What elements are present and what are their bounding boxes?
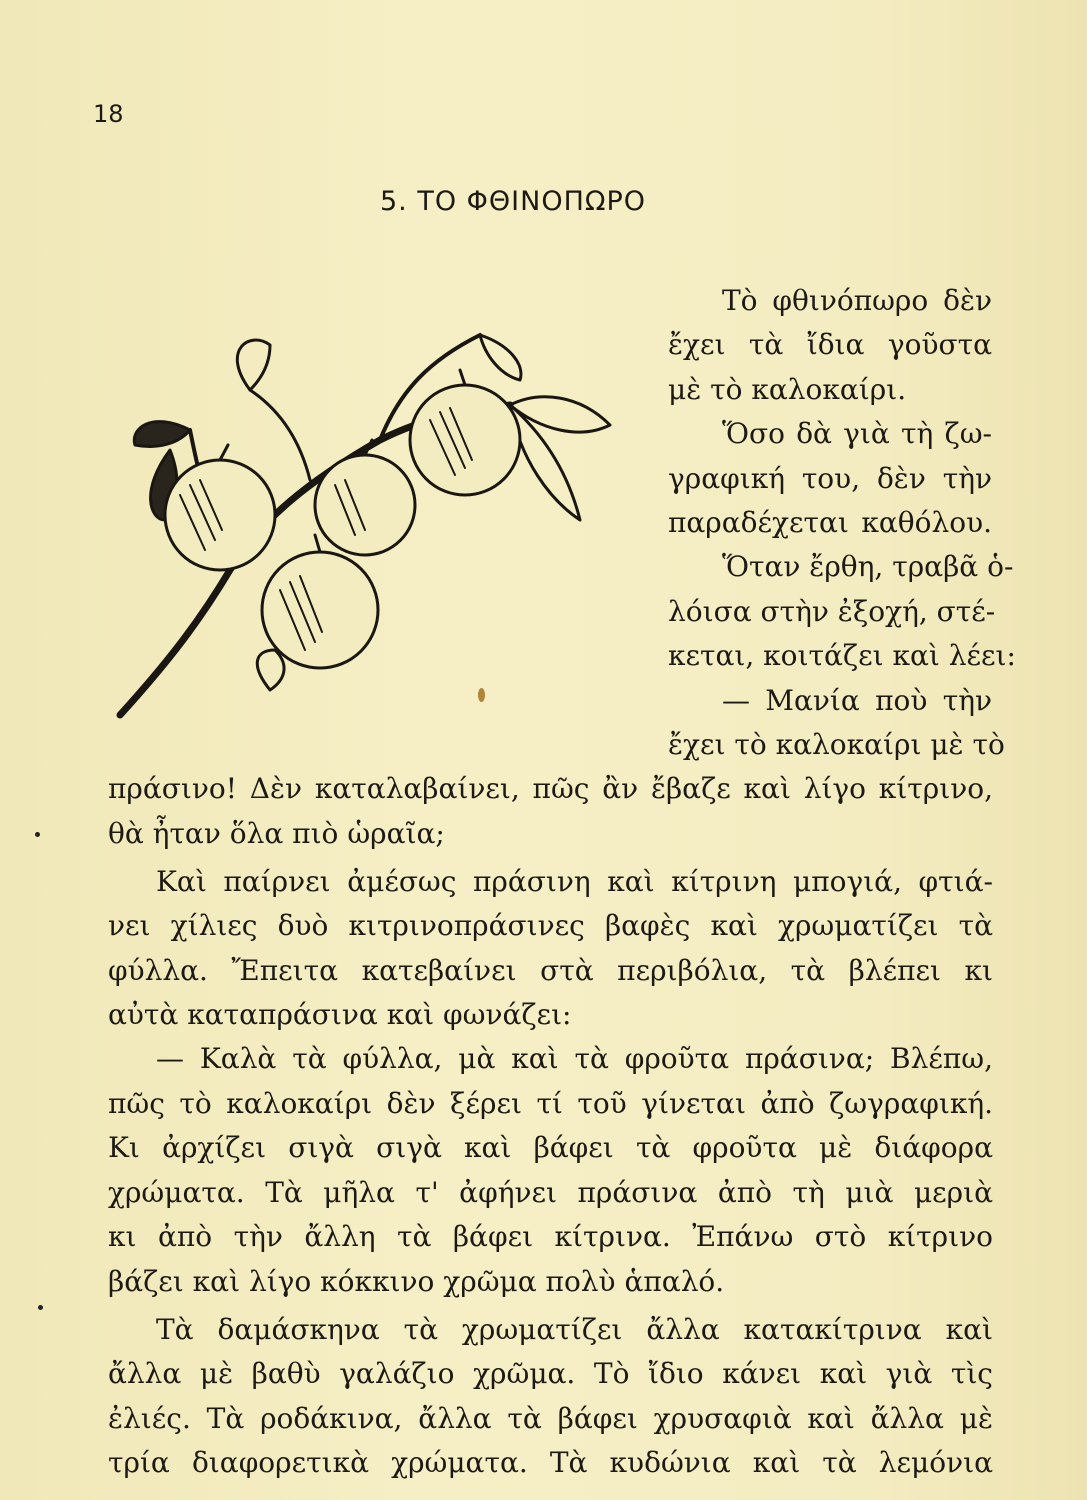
- text-line: Τὰ δαμάσκηνα τὰ χρωματίζει ἄλλα κατακίτρινα καὶ: [156, 1313, 993, 1346]
- text-line: κεται, κοιτάζει καὶ λέει:: [668, 639, 1016, 672]
- text-line: λόισα στὴν ἐξοχή, στέ-: [668, 595, 996, 628]
- text-line: φύλλα. Ἔπειτα κατεβαίνει στὰ περιβόλια, τὰ βλέπει κι: [108, 954, 993, 987]
- ink-speck: [35, 832, 40, 837]
- text-line: κι ἀπὸ τὴν ἄλλη τὰ βάφει κίτρινα. Ἐπάνω στὸ κίτρινο: [108, 1220, 993, 1253]
- text-line: ἔχει τὰ ἴδια γοῦστα: [668, 328, 992, 361]
- text-line: Καὶ παίρνει ἀμέσως πράσινη καὶ κίτρινη μπογιά, φτιά-: [156, 865, 993, 898]
- ink-speck: [38, 1305, 43, 1310]
- text-line: αὐτὰ καταπράσινα καὶ φωνάζει:: [108, 998, 572, 1031]
- fruit-branch-illustration: [110, 320, 640, 740]
- text-line: πῶς τὸ καλοκαίρι δὲν ξέρει τί τοῦ γίνεται ἀπὸ ζωγραφική.: [108, 1087, 993, 1120]
- page-number: 18: [93, 100, 124, 128]
- text-line: Κι ἀρχίζει σιγὰ σιγὰ καὶ βάφει τὰ φροῦτα μὲ διάφορα: [108, 1131, 993, 1164]
- text-line: Ὅσο δὰ γιὰ τὴ ζω-: [722, 417, 992, 450]
- text-line: παραδέχεται καθόλου.: [668, 506, 992, 539]
- chapter-title: 5. ΤΟ ΦΘΙΝΟΠΩΡΟ: [380, 186, 647, 217]
- text-line: — Καλὰ τὰ φύλλα, μὰ καὶ τὰ φροῦτα πράσινα; Βλέπω,: [156, 1042, 993, 1075]
- ink-speck: [478, 688, 485, 702]
- text-line: γραφική του, δὲν τὴν: [668, 462, 992, 495]
- text-line: τρία διαφορετικὰ χρώματα. Τὰ κυδώνια καὶ τὰ λεμόνια: [108, 1446, 993, 1479]
- text-line: Ὅταν ἔρθη, τραβᾶ ὁ-: [722, 550, 1014, 583]
- text-line: νει χίλιες δυὸ κιτρινοπράσινες βαφὲς καὶ χρωματίζει τὰ: [108, 909, 993, 942]
- text-line: Τὸ φθινόπωρο δὲν: [722, 284, 992, 317]
- text-line: θὰ ἦταν ὅλα πιὸ ὡραῖα;: [108, 817, 445, 850]
- text-line: ἔχει τὸ καλοκαίρι μὲ τὸ: [668, 728, 1005, 761]
- text-line: ἐλιές. Τὰ ροδάκινα, ἄλλα τὰ βάφει χρυσαφιὰ καὶ ἄλλα μὲ: [108, 1402, 993, 1435]
- text-line: πράσινο! Δὲν καταλαβαίνει, πῶς ἂν ἔβαζε καὶ λίγο κίτρινο,: [108, 772, 993, 805]
- text-line: — Μανία ποὺ τὴν: [722, 684, 992, 717]
- text-line: βάζει καὶ λίγο κόκκινο χρῶμα πολὺ ἁπαλό.: [108, 1265, 725, 1298]
- text-line: ἄλλα μὲ βαθὺ γαλάζιο χρῶμα. Τὸ ἴδιο κάνει καὶ γιὰ τὶς: [108, 1357, 993, 1390]
- text-line: μὲ τὸ καλοκαίρι.: [668, 373, 907, 406]
- text-line: χρώματα. Τὰ μῆλα τ' ἀφήνει πράσινα ἀπὸ τὴ μιὰ μεριὰ: [108, 1176, 993, 1209]
